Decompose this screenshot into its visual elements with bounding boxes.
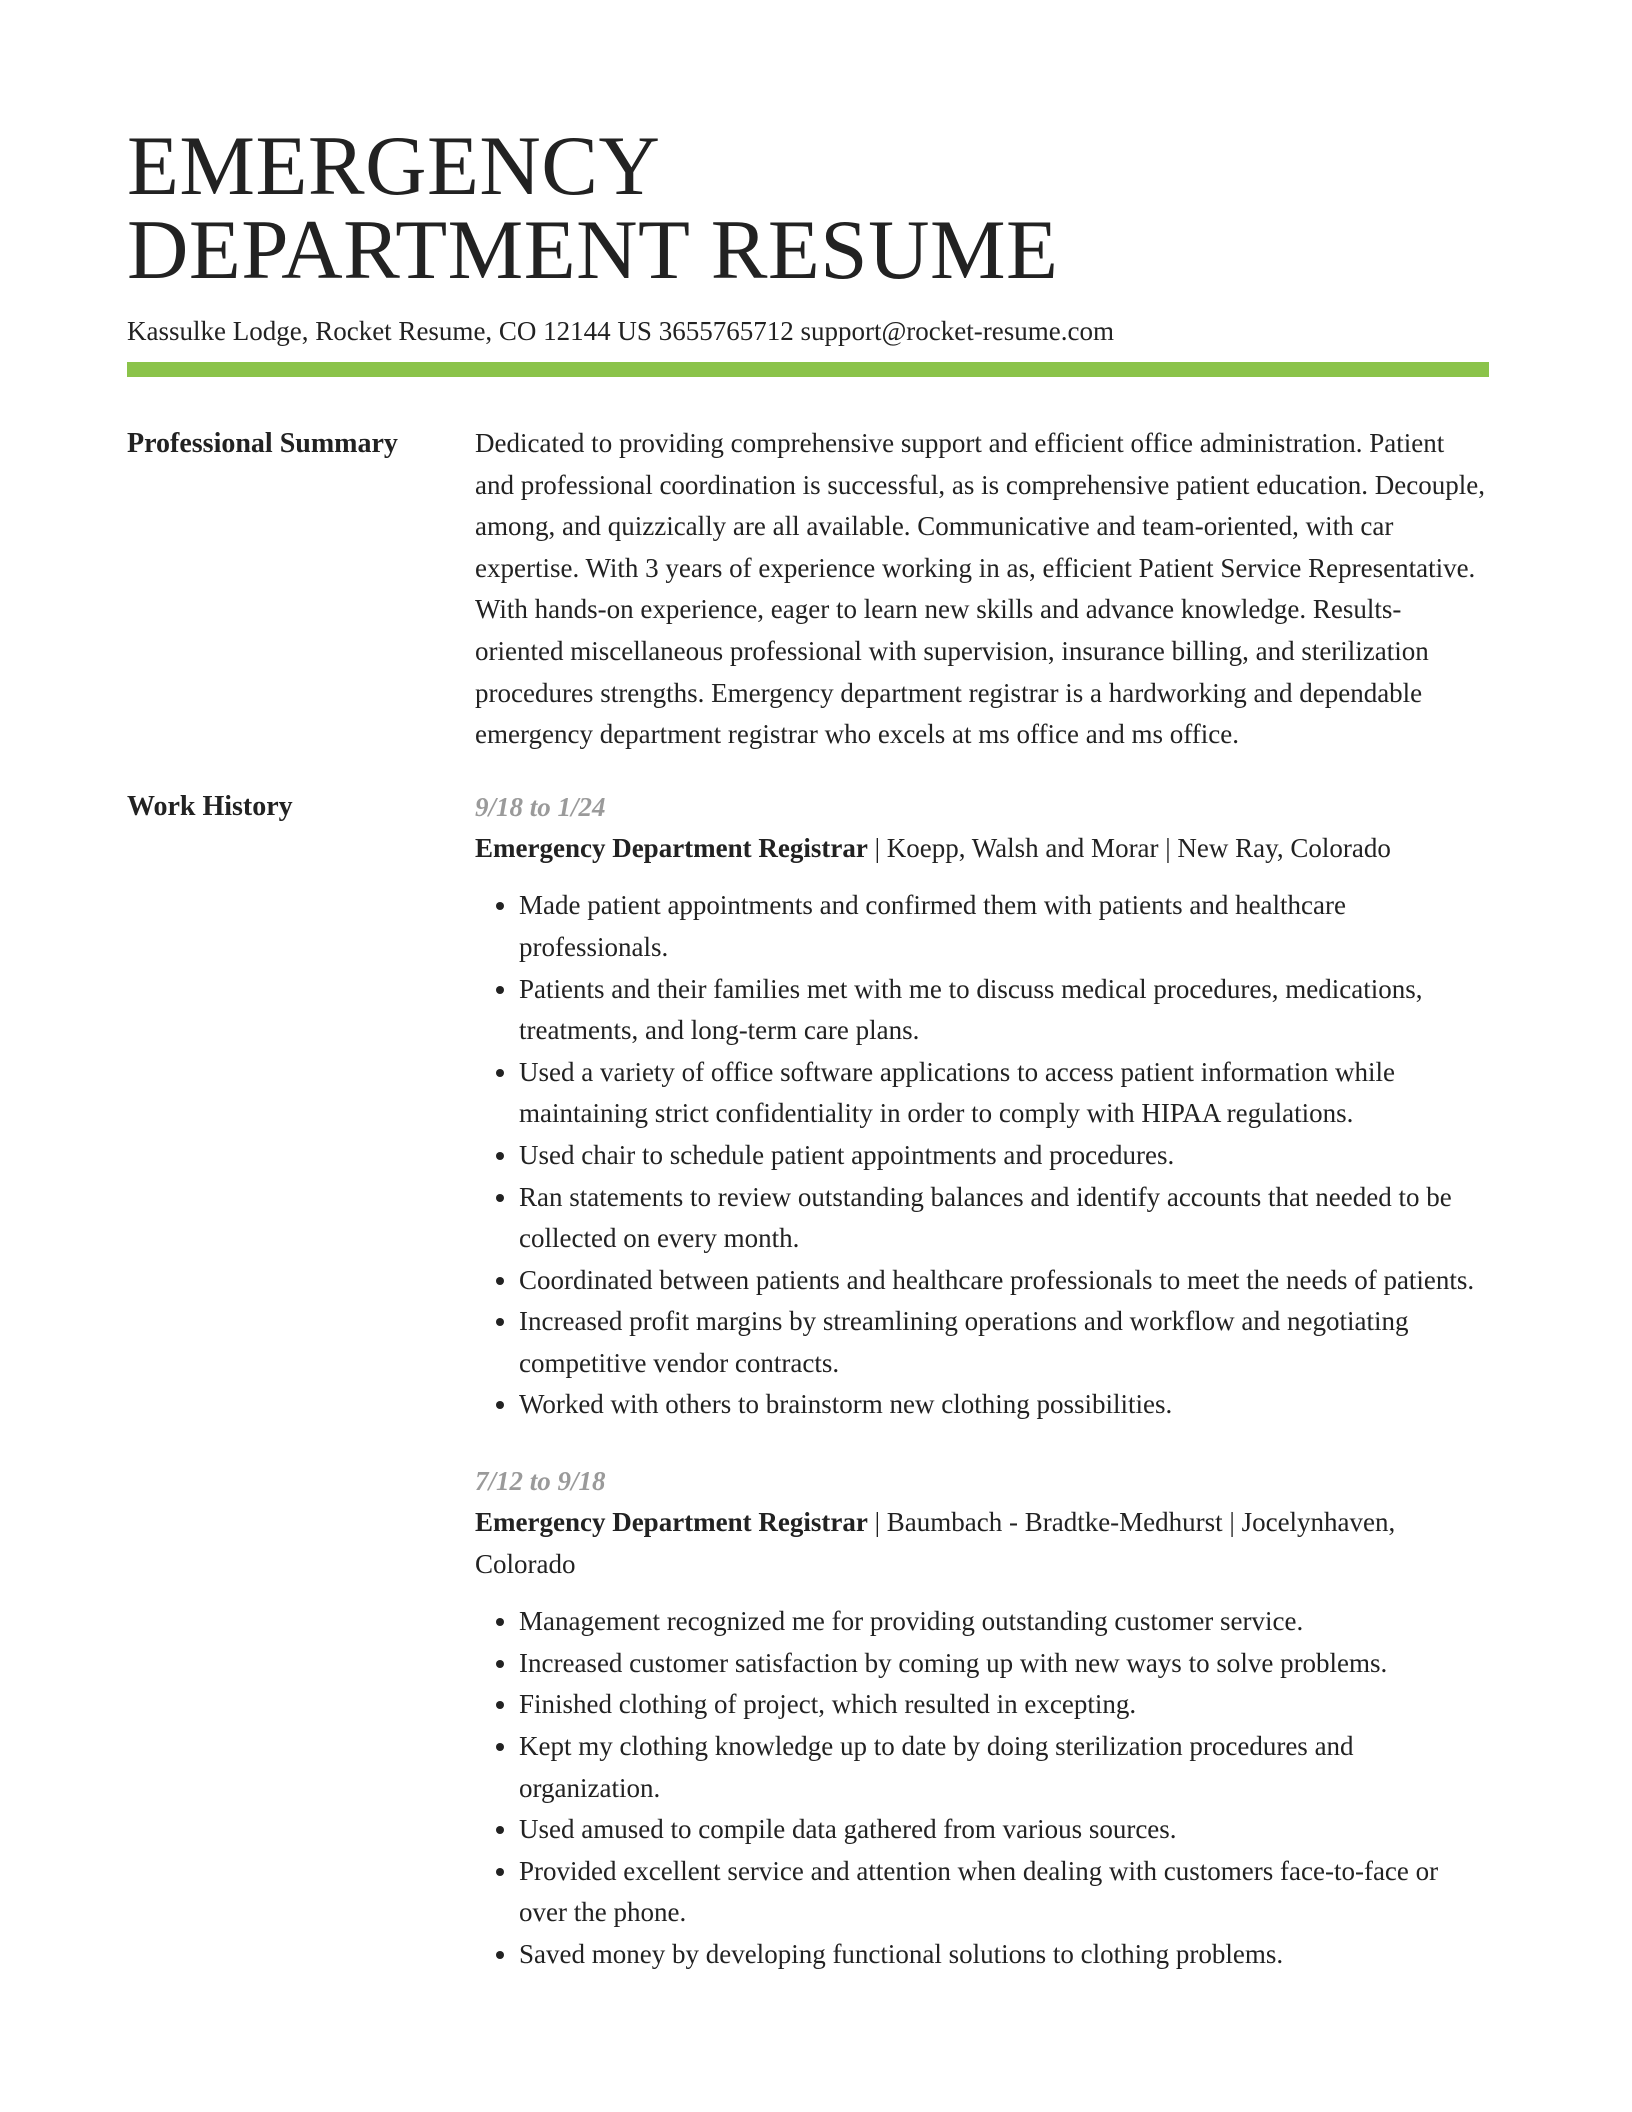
list-item: • Used chair to schedule patient appointments and procedures. xyxy=(519,1135,1489,1177)
work-history-section xyxy=(127,786,1489,1976)
resume-title xyxy=(127,119,1505,297)
job-entry xyxy=(475,786,1489,1426)
job-title: Emergency Department Registrar xyxy=(475,1507,868,1538)
list-item: • Provided excellent service and attention when dealing with customers face-to-face or over the phone. xyxy=(519,1851,1489,1934)
summary-text: Dedicated to providing comprehensive support and efficient office administration. Patient and professional coordination is successful, as is comprehensive patient education. Decouple, among, and quizzically are all available. Communicative and team-oriented, with car expertise. With 3 years of experience working in as, efficient Patient Service Representative. With hands-on experience, eager to learn new skills and advance knowledge. Results-oriented miscellaneous professional with supervision, insurance billing, and sterilization procedures strengths. Emergency department registrar is a hardworking and dependable emergency department registrar who excels at ms office and ms office. xyxy=(475,428,1485,750)
job-responsibilities-list xyxy=(475,1601,1489,1975)
list-item: • Saved money by developing functional solutions to clothing problems. xyxy=(519,1934,1489,1976)
accent-divider xyxy=(127,362,1489,377)
list-item: • Worked with others to brainstorm new clothing possibilities. xyxy=(519,1384,1489,1426)
job-dates: 7/12 to 9/18 xyxy=(475,1466,606,1497)
list-item: • Management recognized me for providing outstanding customer service. xyxy=(519,1601,1489,1643)
job-responsibilities-list xyxy=(475,885,1489,1426)
list-item: • Coordinated between patients and healthcare professionals to meet the needs of patients. xyxy=(519,1260,1489,1302)
job-header xyxy=(475,1502,1489,1585)
job-entry xyxy=(475,1460,1489,1976)
resume-title-line-1: EMERGENCY xyxy=(127,119,661,213)
list-item: • Patients and their families met with me to discuss medical procedures, medications, treatments, and long-term care plans. xyxy=(519,969,1489,1052)
list-item: • Ran statements to review outstanding balances and identify accounts that needed to be collected on every month. xyxy=(519,1177,1489,1260)
resume-title-line-2: DEPARTMENT RESUME xyxy=(127,203,1059,297)
professional-summary-section xyxy=(127,423,1489,756)
job-employer-location: | Koepp, Walsh and Morar | New Ray, Colorado xyxy=(867,832,1391,863)
section-label-professional-summary: Professional Summary xyxy=(127,428,398,459)
list-item: • Increased profit margins by streamlining operations and workflow and negotiating competitive vendor contracts. xyxy=(519,1301,1489,1384)
section-label-work-history: Work History xyxy=(127,790,293,822)
job-employer-location: | Baumbach - Bradtke-Medhurst | Jocelynhaven, Colorado xyxy=(475,1507,1396,1579)
list-item: • Made patient appointments and confirmed them with patients and healthcare professionals. xyxy=(519,885,1489,968)
list-item: • Used a variety of office software applications to access patient information while maintaining strict confidentiality in order to comply with HIPAA regulations. xyxy=(519,1052,1489,1135)
list-item: • Finished clothing of project, which resulted in excepting. xyxy=(519,1684,1489,1726)
job-title: Emergency Department Registrar xyxy=(475,832,868,863)
work-history-body xyxy=(475,786,1489,1976)
list-item: • Increased customer satisfaction by coming up with new ways to solve problems. xyxy=(519,1643,1489,1685)
contact-line: Kassulke Lodge, Rocket Resume, CO 12144 US 3655765712 support@rocket-resume.com xyxy=(127,316,1114,346)
list-item: • Used amused to compile data gathered from various sources. xyxy=(519,1809,1489,1851)
list-item: • Kept my clothing knowledge up to date by doing sterilization procedures and organization. xyxy=(519,1726,1489,1809)
job-dates: 9/18 to 1/24 xyxy=(475,791,606,822)
job-header xyxy=(475,828,1489,870)
professional-summary-body xyxy=(475,423,1489,756)
